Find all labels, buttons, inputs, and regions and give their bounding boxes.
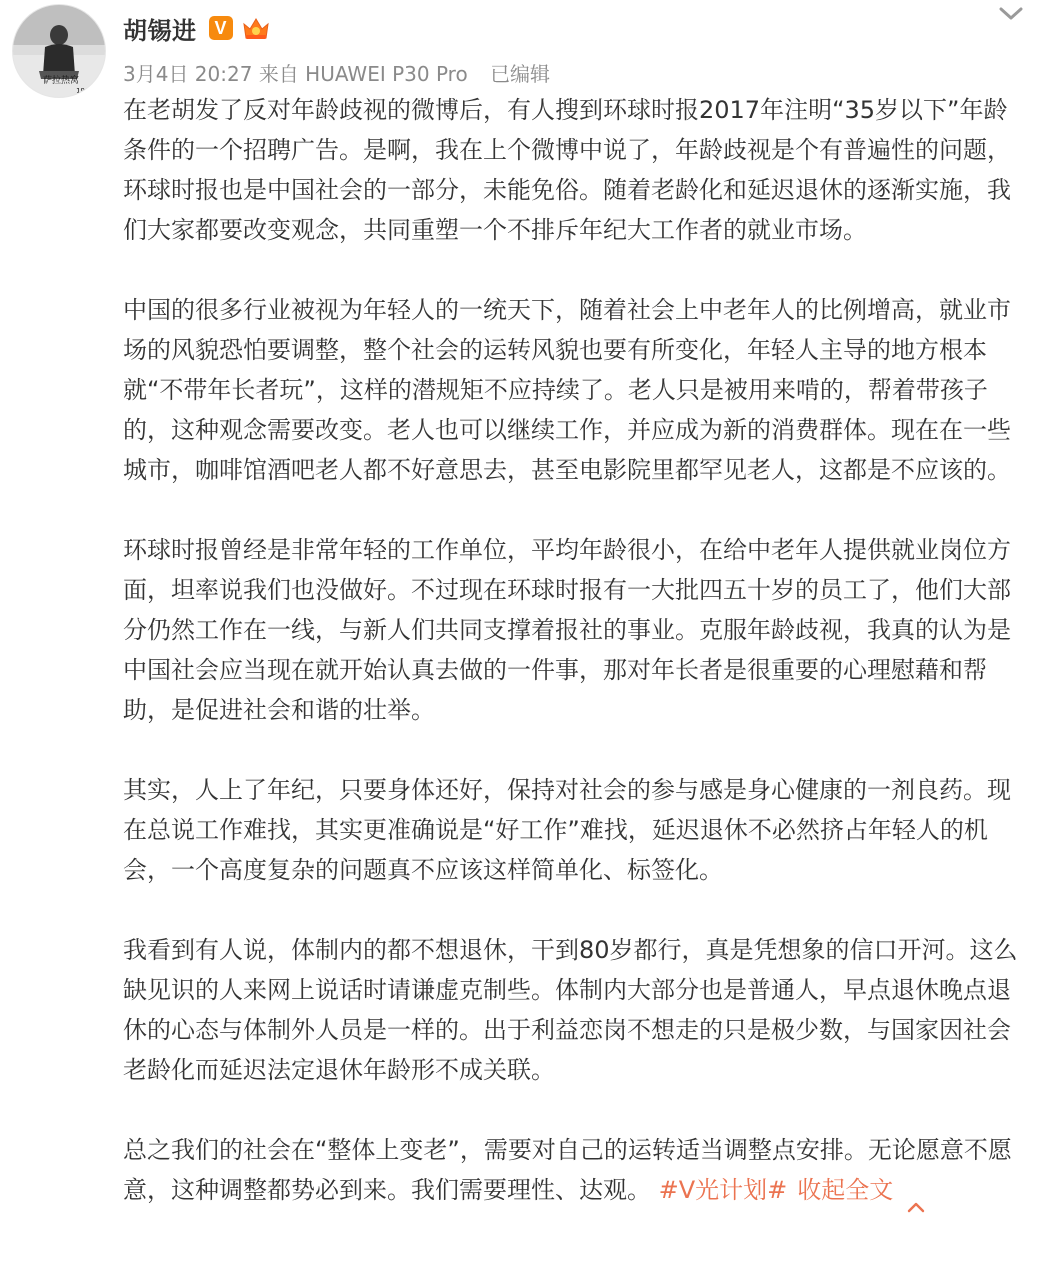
post-source: 来自 HUAWEI P30 Pro	[258, 62, 468, 86]
avatar[interactable]	[12, 4, 106, 98]
crown-badge-icon	[241, 15, 271, 41]
post-paragraph: 环球时报曾经是非常年轻的工作单位，平均年龄很小，在给中老年人提供就业岗位方面，坦率说我们也没做好。不过现在环球时报有一大批四五十岁的员工了，他们大部分仍然工作在一线，与新人们共同支撑着报社的事业。克服年龄歧视，我真的认为是中国社会应当现在就开始认真去做的一件事，那对年长者是很重要的心理慰藉和帮助，是促进社会和谐的壮举。	[123, 536, 1011, 724]
post-meta	[123, 58, 550, 87]
post-body	[123, 90, 1028, 1210]
edited-label[interactable]: 已编辑	[490, 62, 551, 86]
svg-text:1984: 1984	[76, 87, 94, 95]
chevron-down-icon[interactable]	[996, 4, 1026, 24]
post-paragraph: 我看到有人说，体制内的都不想退休，干到80岁都行，真是凭想象的信口开河。这么缺见识的人来网上说话时请谦虚克制些。体制内大部分也是普通人，早点退休晚点退休的心态与体制外人员是一样的。出于利益恋岗不想走的只是极少数，与国家因社会老龄化而延迟法定退休年龄形不成关联。	[123, 936, 1018, 1084]
verified-v-icon: V	[209, 16, 233, 40]
collapse-full-text-link[interactable]: 收起全文	[797, 1176, 894, 1204]
post-paragraph-last	[123, 1130, 1028, 1210]
author-name[interactable]: 胡锡进	[123, 16, 197, 45]
chevron-up-icon[interactable]	[907, 1185, 925, 1197]
post-paragraph: 其实，人上了年纪，只要身体还好，保持对社会的参与感是身心健康的一剂良药。现在总说工作难找，其实更准确说是“好工作”难找，延迟退休不必然挤占年轻人的机会，一个高度复杂的问题真不应该这样简单化、标签化。	[123, 776, 1011, 884]
hashtag-link[interactable]: #V光计划#	[658, 1176, 788, 1204]
post-paragraph-text: 总之我们的社会在“整体上变老”，需要对自己的运转适当调整点安排。无论愿意不愿意，这种调整都势必到来。我们需要理性、达观。	[123, 1136, 1012, 1204]
author-row	[123, 8, 271, 48]
post-paragraph: 在老胡发了反对年龄歧视的微博后，有人搜到环球时报2017年注明“35岁以下”年龄条件的一个招聘广告。是啊，我在上个微博中说了，年龄歧视是个有普遍性的问题，环球时报也是中国社会的一部分，未能免俗。随着老龄化和延迟退休的逐渐实施，我们大家都要改变观念，共同重塑一个不排斥年纪大工作者的就业市场。	[123, 96, 1011, 244]
post-time[interactable]: 3月4日 20:27	[123, 62, 253, 86]
svg-text:萨拉热窝: 萨拉热窝	[42, 76, 80, 86]
post-paragraph: 中国的很多行业被视为年轻人的一统天下，随着社会上中老年人的比例增高，就业市场的风貌恐怕要调整，整个社会的运转风貌也要有所变化，年轻人主导的地方根本就“不带年长者玩”，这样的潜规矩不应持续了。老人只是被用来啃的，帮着带孩子的，这种观念需要改变。老人也可以继续工作，并应成为新的消费群体。现在在一些城市，咖啡馆酒吧老人都不好意思去，甚至电影院里都罕见老人，这都是不应该的。	[123, 296, 1011, 484]
